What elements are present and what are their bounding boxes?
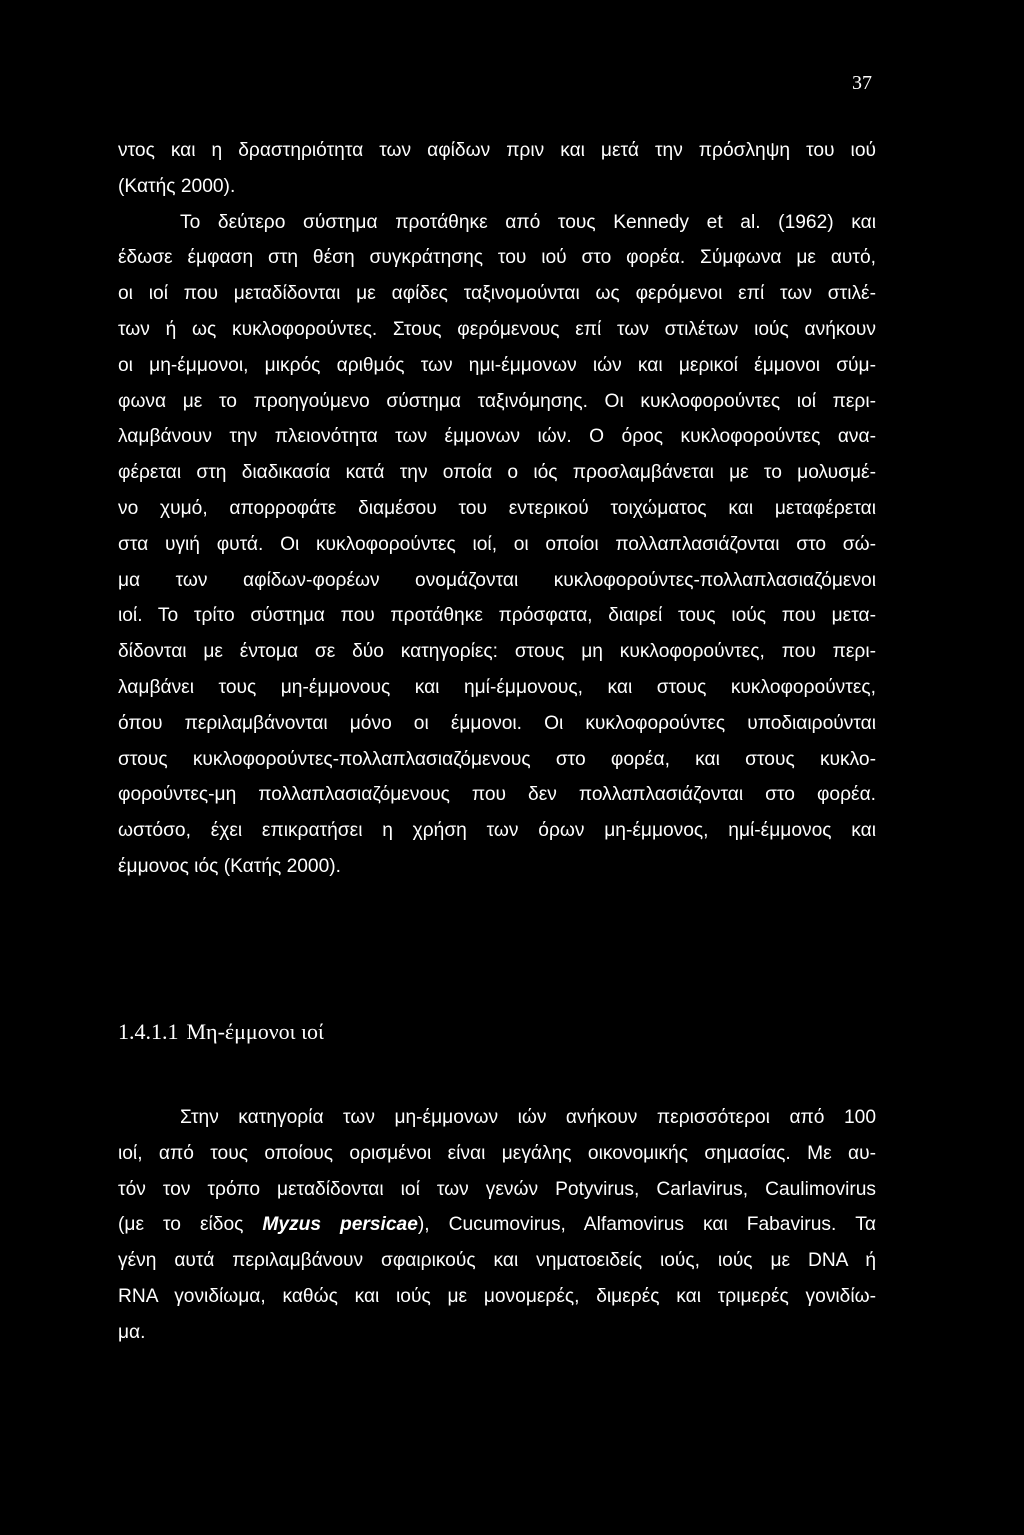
text-fragment: ), Cucumovirus, Alfamovirus και Fabavirus. Τα	[417, 1214, 876, 1236]
text-line: οι μη-έμμονοι, μικρός αριθμός των ημι-έμμονων ιών και μερικοί έμμονοι σύμ-	[118, 354, 876, 376]
text-line: λαμβάνουν την πλειονότητα των έμμονων ιών. Ο όρος κυκλοφορούντες ανα-	[118, 426, 876, 448]
text-line: όπου περιλαμβάνονται μόνο οι έμμονοι. Οι κυκλοφορούντες υποδιαιρούνται	[118, 712, 876, 734]
text-line: δίδονται με έντομα σε δύο κατηγορίες: στους μη κυκλοφορούντες, που περι-	[118, 641, 876, 663]
paragraph-block-1	[118, 133, 876, 885]
text-line: RNA γονιδίωμα, καθώς και ιούς με μονομερές, διμερές και τριμερές γονιδίω-	[118, 1285, 876, 1307]
text-line: ωστόσο, έχει επικρατήσει η χρήση των όρων μη-έμμονος, ημί-έμμονος και	[118, 820, 876, 842]
section-heading-title: Μη-έμμονοι ιοί	[186, 1019, 324, 1044]
text-line: λαμβάνει τους μη-έμμονους και ημί-έμμονους, και στους κυκλοφορούντες,	[118, 676, 876, 698]
text-line: τόν τον τρόπο μεταδίδονται ιοί των γενών Potyvirus, Carlavirus, Caulimovirus	[118, 1178, 876, 1200]
paragraph-block-2	[118, 1100, 876, 1351]
text-line: γένη αυτά περιλαμβάνουν σφαιρικούς και νηματοειδείς ιούς, ιούς με DNA ή	[118, 1250, 876, 1272]
text-line: οι ιοί που μεταδίδονται με αφίδες ταξινομούνται ως φερόμενοι επί των στιλέ-	[118, 283, 876, 305]
text-line: των ή ως κυκλοφορούντες. Στους φερόμενους επί των στιλέτων ιούς ανήκουν	[118, 318, 876, 340]
text-fragment: (με το είδος	[118, 1214, 263, 1236]
text-line: έμμονος ιός (Κατής 2000).	[118, 855, 341, 877]
section-heading	[118, 1019, 324, 1045]
text-line: Στην κατηγορία των μη-έμμονων ιών ανήκουν περισσότεροι από 100	[180, 1107, 876, 1128]
text-line: (Κατής 2000).	[118, 175, 236, 197]
text-line: νο χυμό, απορροφάτε διαμέσου του εντερικού τοιχώματος και μεταφέρεται	[118, 497, 876, 519]
text-line: φέρεται στη διαδικασία κατά την οποία ο ιός προσλαμβάνεται με το μολυσμέ-	[118, 462, 876, 484]
text-line: μα.	[118, 1321, 146, 1343]
species-name: Myzus persicae	[262, 1214, 418, 1236]
text-line: Το δεύτερο σύστημα προτάθηκε από τους Kennedy et al. (1962) και	[180, 211, 876, 233]
text-line	[118, 1207, 876, 1243]
text-line: ντος και η δραστηριότητα των αφίδων πριν και μετά την πρόσληψη του ιού	[118, 140, 876, 161]
text-line: μα των αφίδων-φορέων ονομάζονται κυκλοφορούντες-πολλαπλασιαζόμενοι	[118, 569, 876, 591]
section-heading-number: 1.4.1.1	[118, 1019, 179, 1044]
text-line: έδωσε έμφαση στη θέση συγκράτησης του ιού στο φορέα. Σύμφωνα με αυτό,	[118, 247, 876, 269]
text-line: φωνα με το προηγούμενο σύστημα ταξινόμησης. Οι κυκλοφορούντες ιοί περι-	[118, 390, 876, 412]
page-number: 37	[852, 72, 872, 94]
text-line: στα υγιή φυτά. Οι κυκλοφορούντες ιοί, οι οποίοι πολλαπλασιάζονται στο σώ-	[118, 533, 876, 555]
text-line: φορούντες-μη πολλαπλασιαζόμενους που δεν πολλαπλασιάζονται στο φορέα.	[118, 784, 876, 806]
text-line: ιοί. Το τρίτο σύστημα που προτάθηκε πρόσφατα, διαιρεί τους ιούς που μετα-	[118, 605, 876, 627]
text-line: ιοί, από τους οποίους ορισμένοι είναι μεγάλης οικονομικής σημασίας. Με αυ-	[118, 1142, 876, 1164]
text-line: στους κυκλοφορούντες-πολλαπλασιαζόμενους στο φορέα, και στους κυκλο-	[118, 748, 876, 770]
